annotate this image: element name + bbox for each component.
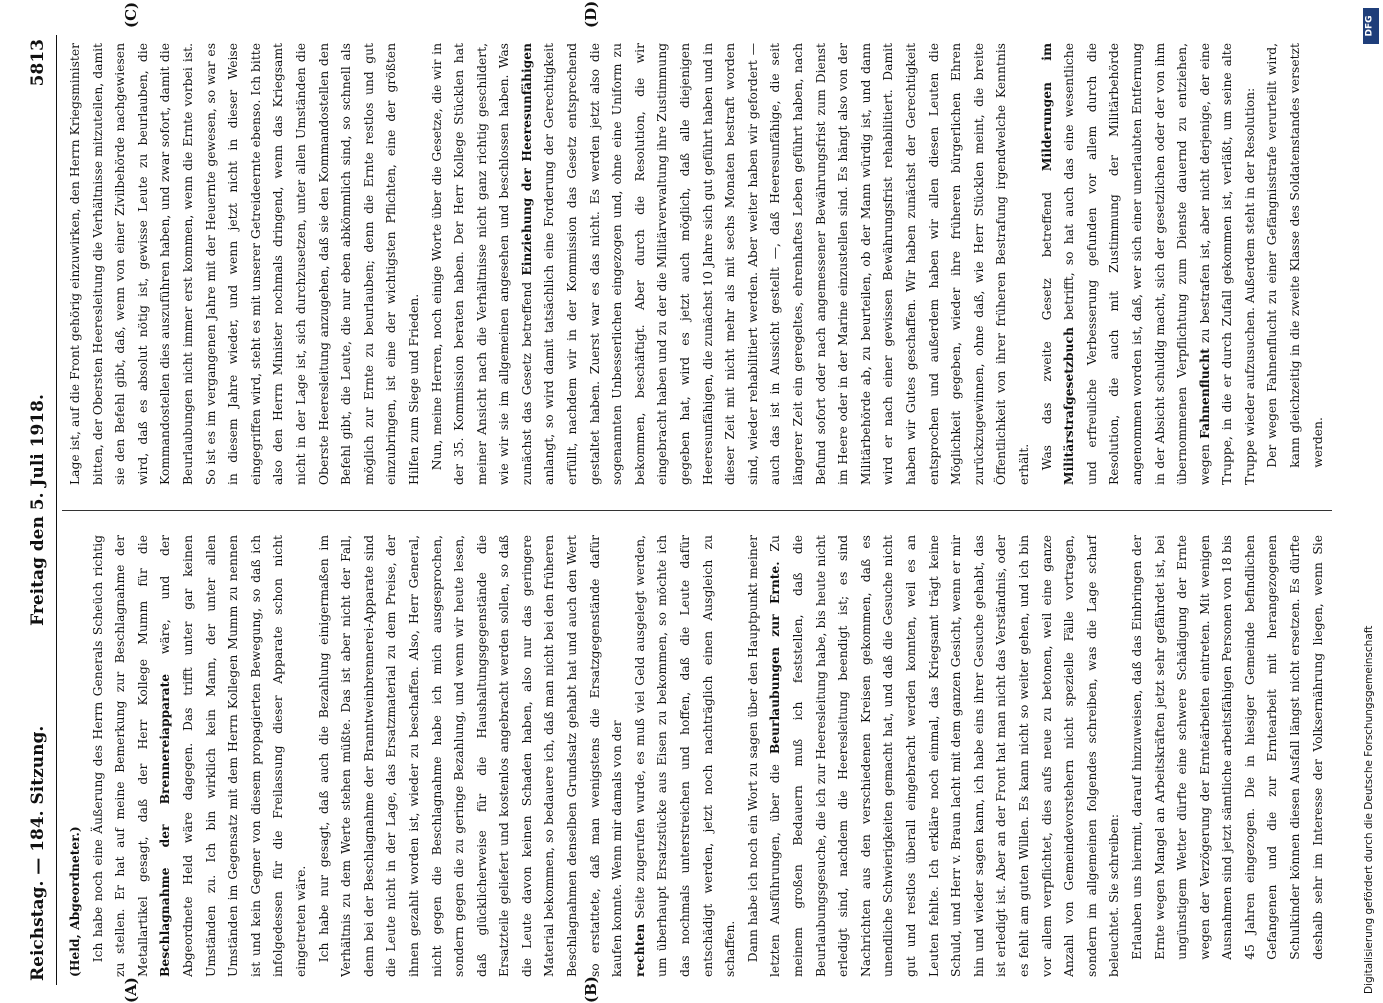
dfg-logo: DFG: [1363, 8, 1379, 44]
paragraph: Lage ist, auf die Front gehörig einzuwirken, den Herrn Kriegsminister bitten, der Obersten Heeresleitung die Verhältnisse mitzuteilen, damit sie den Befehl gibt, daß, wenn von einer Zivilbehörde nachgewiesen wird, daß es absolut nötig ist, gewisse Leute zu beurlauben, die Kommandostellen dies auszuführen haben, und zwar sofort, damit die Beurlaubungen nicht immer erst kommen, wenn die Ernte vorbei ist. So ist es im vergangenen Jahre mit der Heuernte gewesen, so war es in diesem Jahre wieder, und wenn jetzt nicht in dieser Weise eingegriffen wird, steht es mit unserer Getreideernte ebenso. Ich bitte also den Herrn Minister nochmals dringend, wenn das Kriegsamt nicht in der Lage ist, sich durchzusetzen, unter allen Umständen die Oberste Heeresleitung anzugehen, daß sie den Kommandostellen den Befehl gibt, die Leute, die nur eben abkömmlich sind, so schnell als möglich zur Ernte zu beurlauben; denn die Ernte restlos und gut einzubringen, ist eine der wichtigsten Pflichten, eine der größten Hilfen zum Siege und Frieden.: [68, 43, 421, 485]
header-session: Reichstag. — 184. Sitzung.: [28, 725, 48, 981]
speaker-label: (Held, Abgeordneter.): [67, 826, 82, 977]
right-column: [64, 43, 1334, 485]
quotation: Erlauben uns hiermit, darauf hinzuweisen, daß das Einbringen der Ernte wegen Mangel an Arbeitskräften jetzt sehr gefährdet ist, bei ungünstigem Wetter dürfte eine schwere Schädigung der Ernte wegen der Verzögerung der Ernteärbeiten eintreten. Mit wenigen Ausnahmen sind jetzt sämtliche arbeitsfähigen Personen von 18 bis 45 Jahren eingezogen. Die in hiesiger Gemeinde befindlichen Gefangenen und die zur Erntearbeit mit herangezogenen Schulkinder können diesen Ausfall längst nicht ersetzen. Es dürfte deshalb sehr im Interesse der Volksernährung liegen, wenn Sie: [1129, 535, 1325, 960]
paragraph: rechten Seite zugerufen wurde, es muß viel Geld ausgelegt werden, um überhaupt Ersatzstücke aus Eisen zu bekommen, so möchte ich das nochmals unterstreichen und hoffen, daß die Leute dafür entschädigt werden, jetzt noch nachträglich einen Ausgleich zu schaffen.: [631, 535, 738, 977]
credit-text: Digitalisierung gefördert durch die Deutsche Forschungsgemeinschaft: [1363, 625, 1375, 994]
page-number: 5813: [28, 39, 48, 87]
paragraph: Was das zweite Gesetz betreffend Milderungen im Militärstrafgesetzbuch betrifft, so hat auch das eine wesentliche und erfreuliche Verbesserung gefunden vor allem durch die Resolution, die auch mit Zustimmung der Militärbehörde angenommen worden ist, daß, wer sich einer unerlaubten Entfernung in der Absicht schuldig macht, sich der gesetzlichen oder der von ihm übernommenen Verpflichtung zum Dienste dauernd zu entziehen, wegen Fahnenflucht zu bestrafen ist, aber nicht derjenige, der eine Truppe, in die er durch Zufall gekommen ist, verläßt, um seine alte Truppe wieder aufzusuchen. Außerdem steht in der Resolution:: [1038, 43, 1257, 485]
paragraph: Ich habe noch eine Äußerung des Herrn Generals Scheüch richtig zu stellen. Er hat auf meine Bemerkung zur Beschlagnahme der Metallartikel gesagt, daß der Herr Kollege Mumm für die Beschlagnahme der Brennereiapparate wäre, und der Abgeordnete Held wäre dagegen. Das trifft unter gar keinen Umständen zu. Ich bin wirklich kein Mann, der unter allen Umständen im Gegensatz mit dem Herrn Kollegen Mumm zu nennen ist und kein Gegner von diesem propagierten Bewegung, so daß ich infolgedessen für die Freilassung dieser Apparate schon nicht eingetreten wäre.: [90, 535, 308, 977]
running-header: [22, 35, 57, 985]
header-date: Freitag den 5. Juli 1918.: [28, 394, 48, 626]
margin-mark-d: (D): [582, 0, 600, 28]
quotation: Der wegen Fahnenflucht zu einer Gefängnisstrafe verurteilt wird, kann gleichzeitig in die zweite Klasse des Soldatenstandes versetzt werden.: [1265, 43, 1325, 468]
left-column: [64, 535, 1334, 977]
paragraph: Nun, meine Herren, noch einige Worte über die Gesetze, die wir in der 35. Kommission beraten haben. Der Herr Kollege Stücklen hat meiner Ansicht nach die Verhältnisse nicht ganz richtig geschildert, wie wir sie im allgemeinen angesehen und beschlossen haben. Was zunächst das Gesetz betreffend Einziehung der Heeresunfähigen anlangt, so wird damit tatsächlich eine Forderung der Gerechtigkeit erfüllt, nachdem wir in der Kommission das Gesetz entsprechend gestaltet haben. Zuerst war es das nicht. Es werden jetzt also die sogenannten Unbesserlichen eingezogen und, ohne eine Uniform zu bekommen, beschäftigt. Aber durch die Resolution, die wir eingebracht haben und zu der die Militärverwaltung ihre Zustimmung gegeben hat, wird es jetzt auch möglich, daß alle diejenigen Heeresunfähigen, die zunächst 10 Jahre sich gut geführt haben und in dieser Zeit mit nicht mehr als mit sechs Monaten bestraft worden sind, wieder rehabilitiert werden. Aber weiter haben wir gefordert — auch das ist in Aussicht gestellt —, daß Heeresunfähige, die seit längerer Zeit ein geregeltes, ehrenhaftes Leben geführt haben, nach Befund sofort oder nach angemessener Bewährungsfrist zum Dienst im Heere oder in der Marine einzustellen sind. Es hängt also von der Militärbehörde ab, zu beurteilen, ob der Mann würdig ist, und dann wird er nach einer gewissen Bewährungsfrist rehabilitiert. Damit haben wir Gutes geschaffen. Wir haben zunächst der Gerechtigkeit entsprochen und außerdem haben wir allen diesen Leuten die Möglichkeit gegeben, wieder ihre früheren bürgerlichen Ehren zurückzugewinnen, ohne daß, wie Herr Stücklen meint, die breite Öffentlichkeit von ihrer früheren Bestrafung irgendwelche Kenntnis erhält.: [429, 43, 1031, 485]
margin-mark-b: (B): [582, 976, 600, 1003]
margin-mark-c: (C): [122, 1, 140, 28]
paragraph: Dann habe ich noch ein Wort zu sagen über den Hauptpunkt meiner letzten Ausführungen, über die Beurlaubungen zur Ernte. Zu meinem großen Bedauern muß ich feststellen, daß die Beurlaubungsgesuche, die ich zur Heeresleitung habe, bis heute nicht erledigt sind, nachdem die Heeresleitung beendigt ist; es sind Nachrichten aus den verschiedenen Kreisen gekommen, daß es unendliche Schwierigkeiten gemacht hat, und daß die Gesuche nicht gut und restlos überall eingebracht werden konnten, weil es an Leuten fehlte. Ich erkläre noch einmal, das Kriegsamt trägt keine Schuld, und Herr v. Braun lacht mit dem ganzen Gesicht, wenn er mir hin und wieder sagen kann, ich habe eins ihrer Gesuche gehabt, das ist erledigt ist. Aber an der Front hat man nicht das Verständnis, oder es fehlt am guten Willen. Es kann nicht so weiter gehen, und ich bin vor allem verpflichtet, dies aufs neue zu betonen, weil eine ganze Anzahl von Gemeindevorstehern nicht spezielle Fälle vortragen, sondern im allgemeinen folgendes schreiben, was die Lage scharf beleuchtet. Sie schreiben:: [745, 535, 1122, 977]
paragraph: [1329, 43, 1334, 485]
document-page: [22, 0, 1342, 1003]
margin-mark-a: (A): [122, 977, 140, 1003]
paragraph: Ich habe nur gesagt, daß auch die Bezahlung einigermaßen im Verhältnis zu dem Werte stehen müßte. Das ist aber nicht der Fall, denn bei der Beschlagnahme der Branntweinbrennerei-Apparate sind die Leute nicht in der Lage, das Ersatzmaterial zu dem Preise, der ihnen gezahlt worden ist, wieder zu beschaffen. Also, Herr General, nicht gegen die Beschlagnahme habe ich mich ausgesprochen, sondern gegen die zu geringe Bezahlung, und wenn wir heute lesen, daß glücklicherweise für die Haushaltungsgegenstände die Ersatzteile geliefert und kostenlos angebracht werden sollen, so daß die Leute davon keinen Schaden haben, also nur das geringere Material bekommen, so bedauere ich, daß man nicht bei den früheren Beschlagnahmen denselben Grundsatz gehabt hat und auch den Wert so erstattete, daß man wenigstens die Ersatzgegenstände dafür kaufen konnte. Wenn mir damals von der: [316, 535, 625, 977]
column-divider: [62, 510, 1332, 511]
digitization-credit: [1358, 4, 1380, 994]
